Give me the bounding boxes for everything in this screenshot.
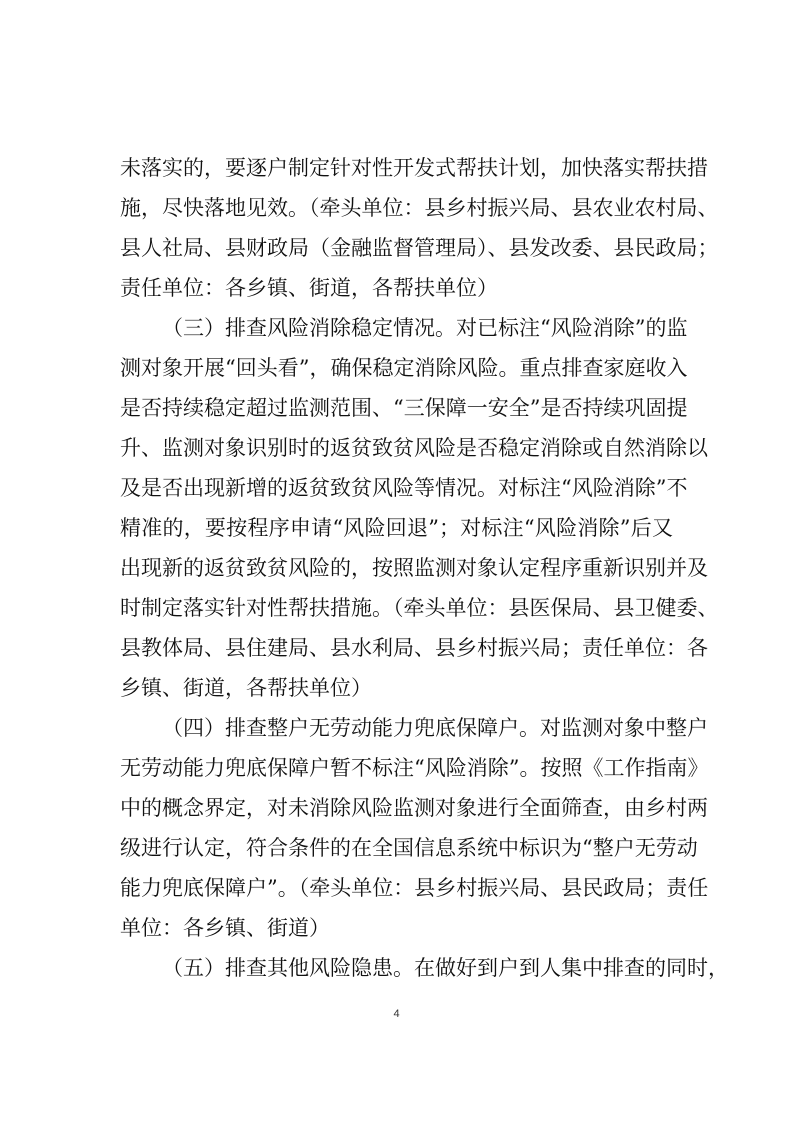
text-line: 未落实的，要逐户制定针对性开发式帮扶计划，加快落实帮扶措 [120, 156, 708, 180]
section-heading-line: （三）排查风险消除稳定情况。对已标注“风险消除”的监 [162, 316, 688, 340]
text-line: 无劳动能力兜底保障户暂不标注“风险消除”。按照《工作指南》 [120, 756, 709, 780]
text-line: 乡镇、街道，各帮扶单位） [120, 676, 372, 700]
text-line: 能力兜底保障户”。（牵头单位：县乡村振兴局、县民政局；责任 [120, 876, 709, 900]
text-line: 县人社局、县财政局（金融监督管理局）、县发改委、县民政局； [120, 236, 719, 260]
text-line: 级进行认定，符合条件的在全国信息系统中标识为“整户无劳动 [120, 836, 698, 860]
text-line: 测对象开展“回头看”，确保稳定消除风险。重点排查家庭收入 [120, 356, 688, 380]
text-line: 时制定落实针对性帮扶措施。（牵头单位：县医保局、县卫健委、 [120, 596, 719, 620]
text-line: 及是否出现新增的返贫致贫风险等情况。对标注“风险消除”不 [120, 476, 688, 500]
text-line: 是否持续稳定超过监测范围、“三保障一安全”是否持续巩固提 [120, 396, 688, 420]
text-line: 县教体局、县住建局、县水利局、县乡村振兴局；责任单位：各 [120, 636, 708, 660]
text-line: 升、监测对象识别时的返贫致贫风险是否稳定消除或自然消除以 [120, 436, 708, 460]
text-line: 出现新的返贫致贫风险的，按照监测对象认定程序重新识别并及 [120, 556, 708, 580]
text-line: 施，尽快落地见效。（牵头单位：县乡村振兴局、县农业农村局、 [120, 196, 719, 220]
text-line: 单位：各乡镇、街道） [120, 916, 330, 940]
section-heading-line: （四）排查整户无劳动能力兜底保障户。对监测对象中整户 [162, 716, 708, 740]
section-heading-line: （五）排查其他风险隐患。在做好到户到人集中排查的同时， [162, 956, 729, 980]
text-line: 精准的，要按程序申请“风险回退”；对标注“风险消除”后又 [120, 516, 673, 540]
text-line: 责任单位：各乡镇、街道，各帮扶单位） [120, 276, 498, 300]
text-line: 中的概念界定，对未消除风险监测对象进行全面筛查，由乡村两 [120, 796, 708, 820]
page-number: 4 [393, 1008, 400, 1020]
